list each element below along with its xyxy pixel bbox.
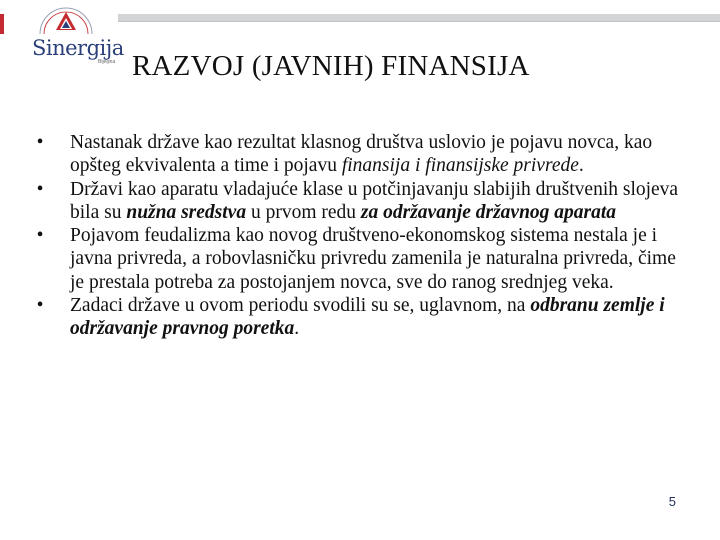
bullet-item: [30, 178, 690, 225]
bullet-marker: •: [36, 178, 44, 200]
bullet-item: [30, 131, 690, 178]
bullet-text: Nastanak države kao rezultat klasnog društva uslovio je pojavu novca, kao opšteg ekvivalenta a time i pojavu: [70, 132, 653, 177]
emphasis-text: nužna sredstva: [126, 201, 247, 223]
university-logo: [18, 4, 124, 86]
emphasis-text: odbranu zemlje i održavanje pravnog poretka: [70, 295, 665, 340]
bullet-text: u prvom redu: [246, 201, 361, 223]
bullet-text: .: [578, 155, 584, 177]
slide-title: RAZVOJ (JAVNIH) FINANSIJA: [132, 50, 530, 82]
logo-name: Sinergija: [32, 36, 124, 60]
side-accent-bar: [0, 14, 4, 34]
bullet-text: Državi kao aparatu vladajuće klase u potčinjavanju slabijih društvenih slojeva bila su: [70, 178, 679, 223]
bullet-marker: •: [36, 295, 44, 317]
bullet-list: [30, 131, 690, 341]
bullet-marker: •: [36, 225, 44, 247]
bullet-item: [30, 224, 690, 294]
header-line: [118, 21, 720, 22]
bullet-text: Pojavom feudalizma kao novog društveno-ekonomskog sistema nestala je i javna privreda, a robovlasničku privredu zamenila je naturalna privreda, čime je prestala potreba za postojanjem novca, sve do ranog srednjeg veka.: [70, 225, 676, 293]
logo-subtitle: Bijeljina: [98, 59, 116, 65]
header-bar: [118, 14, 720, 21]
bullet-text: .: [294, 318, 300, 340]
emphasis-text: za održavanje državnog aparata: [360, 201, 617, 223]
page-number: 5: [668, 494, 676, 509]
bullet-marker: •: [36, 132, 44, 153]
bullet-text: Zadaci države u ovom periodu svodili su se, uglavnom, na: [70, 295, 531, 317]
italic-text: finansija i finansijske privrede: [341, 155, 579, 177]
bullet-item: [30, 294, 690, 341]
